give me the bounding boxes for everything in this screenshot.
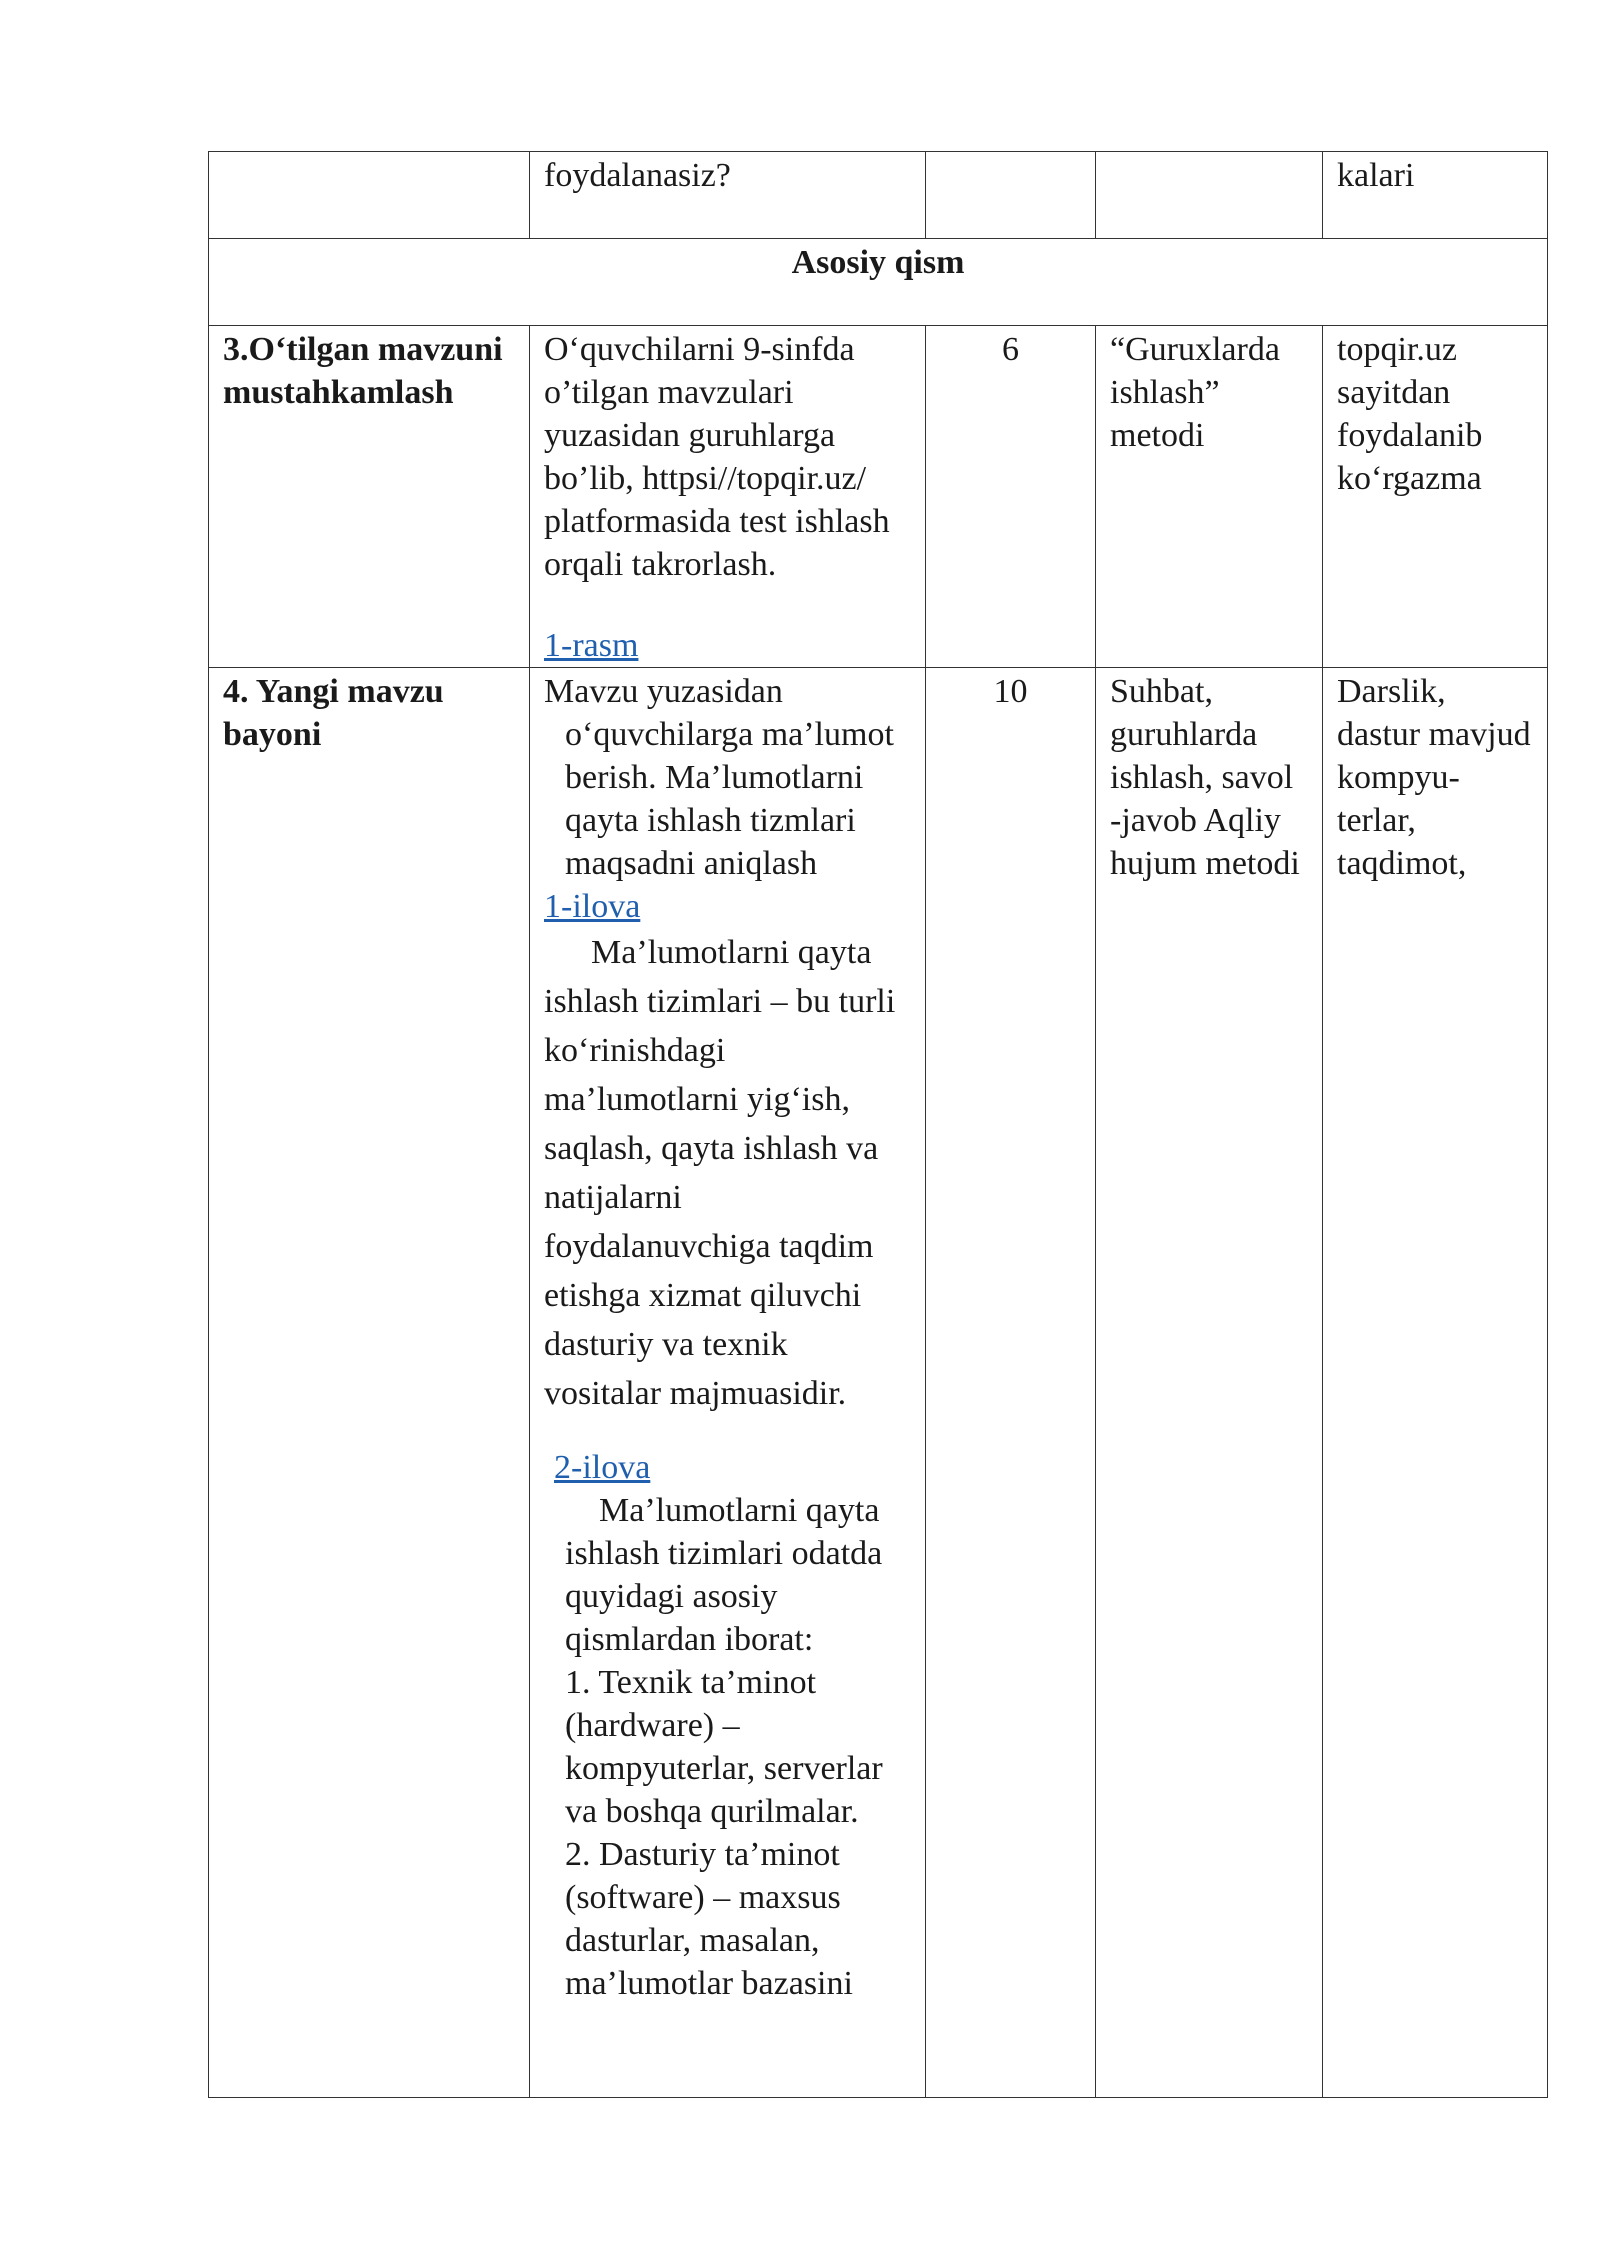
- spacer: [544, 586, 911, 624]
- content-text: O‘quvchilarni 9-sinfda o’tilgan mavzulari yuzasidan guruhlarga bo’lib, httpsi//topqir.uz/ platformasida test ishlash orqali takrorlash.: [544, 331, 890, 583]
- section-header-row: [209, 239, 1548, 326]
- content-cell: [530, 326, 926, 668]
- lesson-plan-table: [208, 151, 1548, 2098]
- stage-cell: 3.O‘tilgan mavzuni mustahkamlash: [209, 326, 530, 668]
- time-cell: 10: [926, 668, 1096, 2098]
- time-cell: [926, 152, 1096, 239]
- figure-link-1-rasm[interactable]: 1-rasm: [544, 627, 639, 664]
- section-title: Asosiy qism: [209, 239, 1548, 326]
- content-cell: [530, 668, 926, 2098]
- resources-cell: Darslik, dastur mavjud kompyu-terlar, taqdimot,: [1323, 668, 1548, 2098]
- list-item: 1. Texnik ta’minot (hardware) – kompyuterlar, serverlar va boshqa qurilmalar.: [565, 1664, 883, 1830]
- time-cell: 6: [926, 326, 1096, 668]
- content-cell: foydalanasiz?: [530, 152, 926, 239]
- stage-cell: 4. Yangi mavzu bayoni: [209, 668, 530, 2098]
- appendix-link-2-ilova[interactable]: 2-ilova: [554, 1449, 651, 1486]
- table-row-continuation: [209, 152, 1548, 239]
- table-row-stage-4: [209, 668, 1548, 2098]
- resources-cell: topqir.uz sayitdan foydalanib ko‘rgazma: [1323, 326, 1548, 668]
- appendix-link-1-ilova[interactable]: 1-ilova: [544, 888, 641, 925]
- stage-cell: [209, 152, 530, 239]
- appendix-2-text: Ma’lumotlarni qayta ishlash tizimlari odatda quyidagi asosiy qismlardan iborat:: [565, 1492, 883, 1658]
- method-cell: “Guruxlarda ishlash” metodi: [1096, 326, 1323, 668]
- appendix-1-text: Ma’lumotlarni qayta ishlash tizimlari – bu turli ko‘rinishdagi ma’lumotlarni yig‘ish, saqlash, qayta ishlash va natijalarni foydalanuvchiga taqdim etishga xizmat qiluvchi dasturiy va texnik vositalar majmuasidir.: [544, 934, 896, 1412]
- method-cell: Suhbat, guruhlarda ishlash, savol -javob Aqliy hujum metodi: [1096, 668, 1323, 2098]
- resources-cell: kalari: [1323, 152, 1548, 239]
- intro-line: Mavzu yuzasidan: [544, 673, 783, 710]
- table-row-stage-3: [209, 326, 1548, 668]
- method-cell: [1096, 152, 1323, 239]
- intro-text: o‘quvchilarga ma’lumot berish. Ma’lumotlarni qayta ishlash tizmlari maqsadni aniqlash: [565, 716, 894, 882]
- list-item: 2. Dasturiy ta’minot (software) – maxsus dasturlar, masalan, ma’lumotlar bazasini: [565, 1836, 853, 2002]
